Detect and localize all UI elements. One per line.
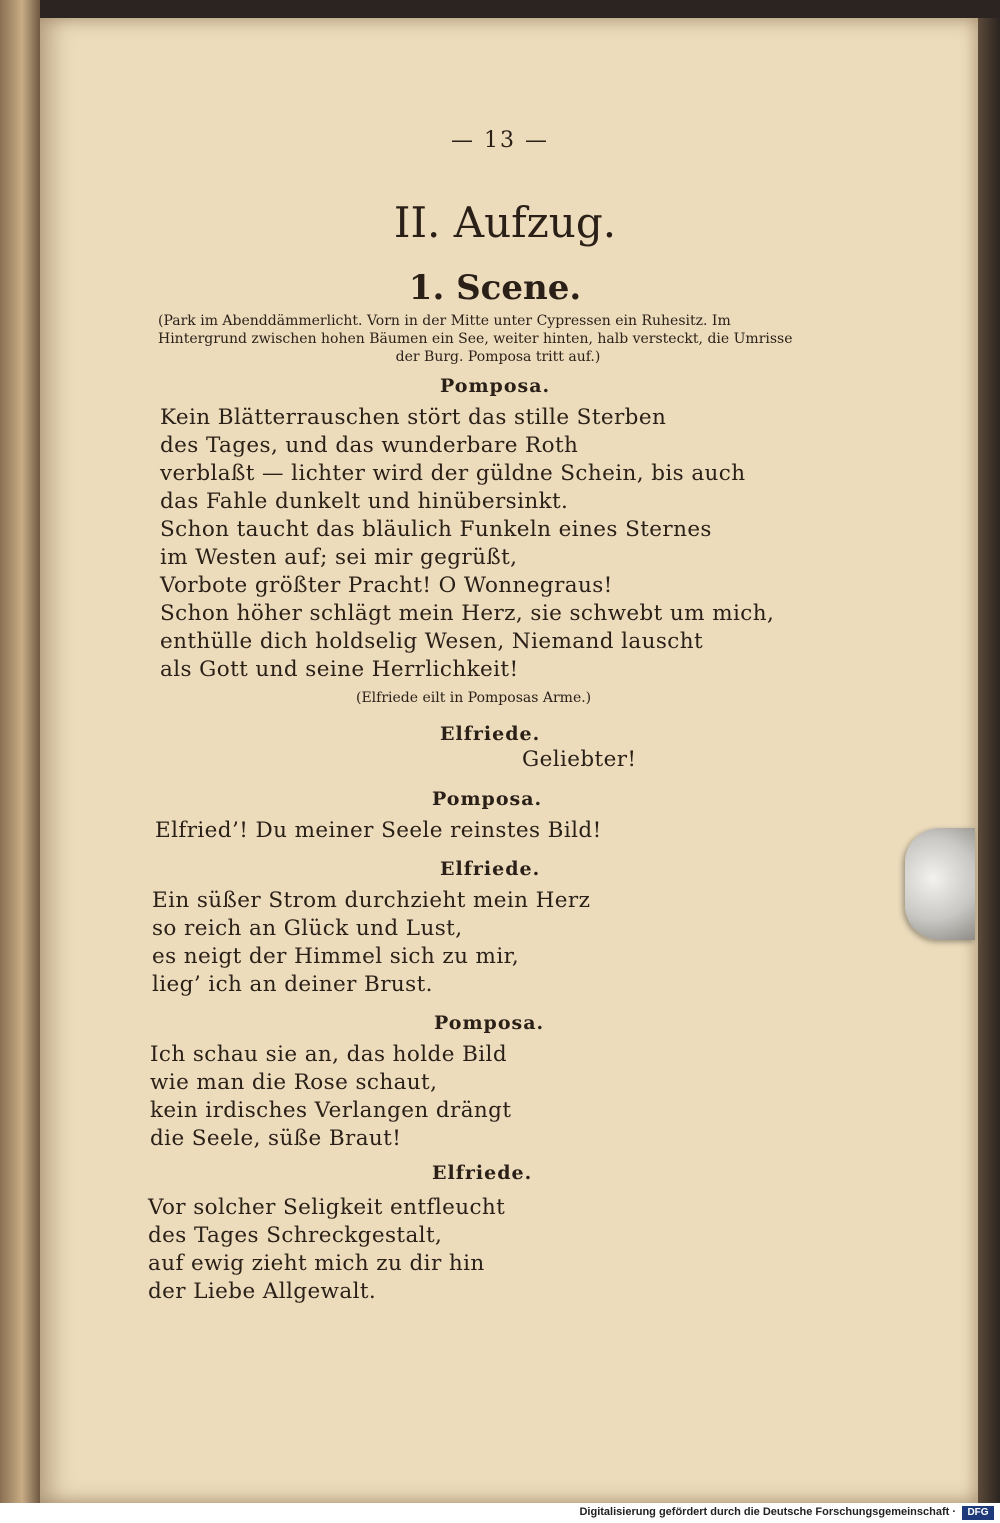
- verse-line: es neigt der Himmel sich zu mir,: [152, 944, 520, 969]
- speaker-name: Elfriede.: [432, 1162, 533, 1184]
- verse-line: Ein süßer Strom durchzieht mein Herz: [152, 888, 591, 913]
- speaker-name: Pomposa.: [434, 1012, 545, 1034]
- verse-line: Schon taucht das bläulich Funkeln eines Sternes: [160, 517, 712, 542]
- speaker-name: Pomposa.: [440, 375, 551, 397]
- verse-line: das Fahle dunkelt und hinübersinkt.: [160, 489, 569, 514]
- stage-direction: (Elfriede eilt in Pomposas Arme.): [356, 690, 592, 706]
- scene-title: 1. Scene.: [408, 268, 582, 308]
- dfg-logo: DFG: [962, 1506, 994, 1520]
- verse-line: kein irdisches Verlangen drängt: [150, 1098, 512, 1123]
- speaker-name: Pomposa.: [432, 788, 543, 810]
- verse-line: Vorbote größter Pracht! O Wonnegraus!: [160, 573, 613, 598]
- stage-direction-line: der Burg. Pomposa tritt auf.): [395, 349, 601, 365]
- verse-line: Elfried’! Du meiner Seele reinstes Bild!: [155, 818, 602, 843]
- verse-line: verblaßt — lichter wird der güldne Schein, bis auch: [160, 461, 746, 486]
- verse-line: im Westen auf; sei mir gegrüßt,: [160, 545, 518, 570]
- footer-bar: [0, 1503, 1000, 1523]
- footer-credit: Digitalisierung gefördert durch die Deutsche Forschungsgemeinschaft ·: [579, 1506, 956, 1518]
- adjacent-page-edge: [0, 0, 40, 1503]
- verse-line: lieg’ ich an deiner Brust.: [152, 972, 433, 997]
- page-clip-tab: [905, 828, 975, 940]
- verse-line: Kein Blätterrauschen stört das stille Sterben: [160, 405, 667, 430]
- verse-line: der Liebe Allgewalt.: [148, 1279, 377, 1304]
- verse-line: des Tages Schreckgestalt,: [148, 1223, 443, 1248]
- verse-line: so reich an Glück und Lust,: [152, 916, 463, 941]
- verse-line: die Seele, süße Braut!: [150, 1126, 402, 1151]
- verse-line: Schon höher schlägt mein Herz, sie schwebt um mich,: [160, 601, 775, 626]
- verse-line: als Gott und seine Herrlichkeit!: [160, 657, 519, 682]
- verse-line: Geliebter!: [522, 747, 637, 772]
- verse-line: enthülle dich holdselig Wesen, Niemand lauscht: [160, 629, 704, 654]
- verse-line: Vor solcher Seligkeit entfleucht: [148, 1195, 506, 1220]
- verse-line: wie man die Rose schaut,: [150, 1070, 438, 1095]
- stage-direction-line: (Park im Abenddämmerlicht. Vorn in der Mitte unter Cypressen ein Ruhesitz. Im: [158, 313, 731, 329]
- stage-direction-line: Hintergrund zwischen hohen Bäumen ein See, weiter hinten, halb versteckt, die Umrisse: [158, 331, 793, 347]
- verse-line: Ich schau sie an, das holde Bild: [150, 1042, 507, 1067]
- act-title: II. Aufzug.: [393, 198, 617, 247]
- verse-line: auf ewig zieht mich zu dir hin: [148, 1251, 485, 1276]
- speaker-name: Elfriede.: [440, 858, 541, 880]
- page-right-edge: [978, 18, 1000, 1503]
- page-number: — 13 —: [451, 128, 549, 153]
- speaker-name: Elfriede.: [440, 723, 541, 745]
- verse-line: des Tages, und das wunderbare Roth: [160, 433, 579, 458]
